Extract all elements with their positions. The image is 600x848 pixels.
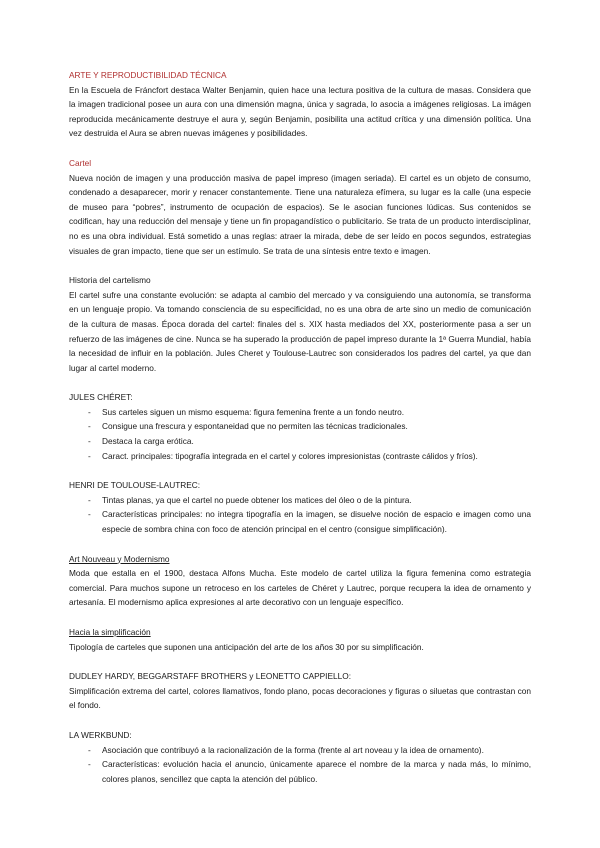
list-item: - Características: evolución hacia el anuncio, únicamente aparece el nombre de la marca y nada más, lo mínimo, colores planos, sencillez que capta la atención del público. — [88, 759, 531, 784]
section-title-arte: ARTE Y REPRODUCTIBILIDAD TÉCNICA — [69, 70, 227, 80]
list-item: - Asociación que contribuyó a la racionalización de la forma (frente al art noveau y la idea de ornamento). — [88, 744, 484, 755]
list-werkbund — [69, 743, 531, 787]
document-page — [69, 68, 531, 786]
paragraph-hardy: Simplificación extrema del cartel, colores llamativos, fondo plano, pocas decoraciones y figuras o siluetas que contrastan con el fondo. — [69, 685, 531, 711]
section-title-historia: Historia del cartelismo — [69, 275, 151, 286]
list-item: - Destaca la carga erótica. — [88, 436, 194, 447]
section-title-cheret: JULES CHÉRET: — [69, 392, 133, 403]
section-title-cartel: Cartel — [69, 157, 92, 168]
paragraph-arte: En la Escuela de Fráncfort destaca Walter Benjamin, quien hace una lectura positiva de la cultura de masas. Considera que la imagen tradicional posee un aura con una dimensión magna, única y sagrada, lo asocia a imágenes religiosas. La imágen reproducida mecánicamente destruye el aura y, según Benjamin, posibilita una actitud crítica y una dimensión política. Una vez destruida el Aura se abren nuevas imágenes y posibilidades. — [69, 84, 531, 139]
paragraph-cartel: Nueva noción de imagen y una producción masiva de papel impreso (imagen seriada). El cartel es un objeto de consumo, condenado a desaparecer, morir y renacer constantemente. Tiene una naturaleza efímera, su lugar es la calle (una especie de museo para “pobres”, instrumento de ocupación de espacios). Se le asocian funciones lúdicas. Sus contenidos se codifican, hay una reducción del mensaje y tiene un fin propagandístico o publicitario. Se trata de un producto interdisciplinar, no es una obra individual. Está sometido a unas reglas: atraer la mirada, debe de ser leído en pocos segundos, estrategias visuales de gran impacto, tiene que ser un estímulo. Se trata de una síntesis entre texto e imagen. — [69, 172, 531, 256]
section-title-lautrec: HENRI DE TOULOUSE-LAUTREC: — [69, 480, 201, 491]
section-title-simplificacion: Hacia la simplificación — [69, 627, 151, 637]
section-title-werkbund: LA WERKBUND: — [69, 729, 132, 740]
list-item: - Tintas planas, ya que el cartel no puede obtener los matices del óleo o de la pintura. — [88, 494, 412, 505]
section-title-art-nouveau: Art Nouveau y Modernismo — [69, 553, 170, 564]
paragraph-art-nouveau: Moda que estalla en el 1900, destaca Alfons Mucha. Este modelo de cartel utiliza la figura femenina como estrategia comercial. Para muchos supone un retroceso en los carteles de Chéret y Lautrec, porque recupera la idea de ornamento y artesanía. El modernismo aplica expresiones al arte decorativo con un lenguaje específico. — [69, 568, 531, 608]
list-item: - Sus carteles siguen un mismo esquema: figura femenina frente a un fondo neutro. — [88, 406, 405, 417]
list-item: - Consigue una frescura y espontaneidad que no permiten las técnicas tradicionales. — [88, 421, 408, 432]
list-item: - Características principales: no integra tipografía en la imagen, se disuelve noción de espacio e imagen como una especie de sombra china con foco de atención principal en el centro (consigue simplificación). — [88, 509, 531, 535]
paragraph-historia: El cartel sufre una constante evolución: se adapta al cambio del mercado y va consiguiendo una autonomía, se transforma en un lenguaje propio. Va tomando consciencia de su especificidad, no es una obra de arte sino un medio de comunicación de la cultura de masas. Época dorada del cartel: finales del s. XIX hasta mediados del XX, posteriormente pasa a ser un refuerzo de las imágenes de cine. Nunca se ha superado la producción de papel impreso durante la 1ª Guerra Mundial, había la necesidad de influir en la población. Jules Cheret y Toulouse-Lautrec son considerados los padres del cartel, ya que dan lugar al cartel moderno. — [69, 289, 531, 373]
section-title-hardy: DUDLEY HARDY, BEGGARSTAFF BROTHERS y LEONETTO CAPPIELLO: — [69, 671, 352, 682]
list-item: - Caract. principales: tipografía integrada en el cartel y colores impresionistas (contraste cálidos y fríos). — [88, 450, 478, 461]
list-cheret — [69, 405, 531, 463]
list-lautrec — [69, 493, 531, 537]
paragraph-simplificacion: Tipología de carteles que suponen una anticipación del arte de los años 30 por su simplificación. — [69, 641, 424, 652]
